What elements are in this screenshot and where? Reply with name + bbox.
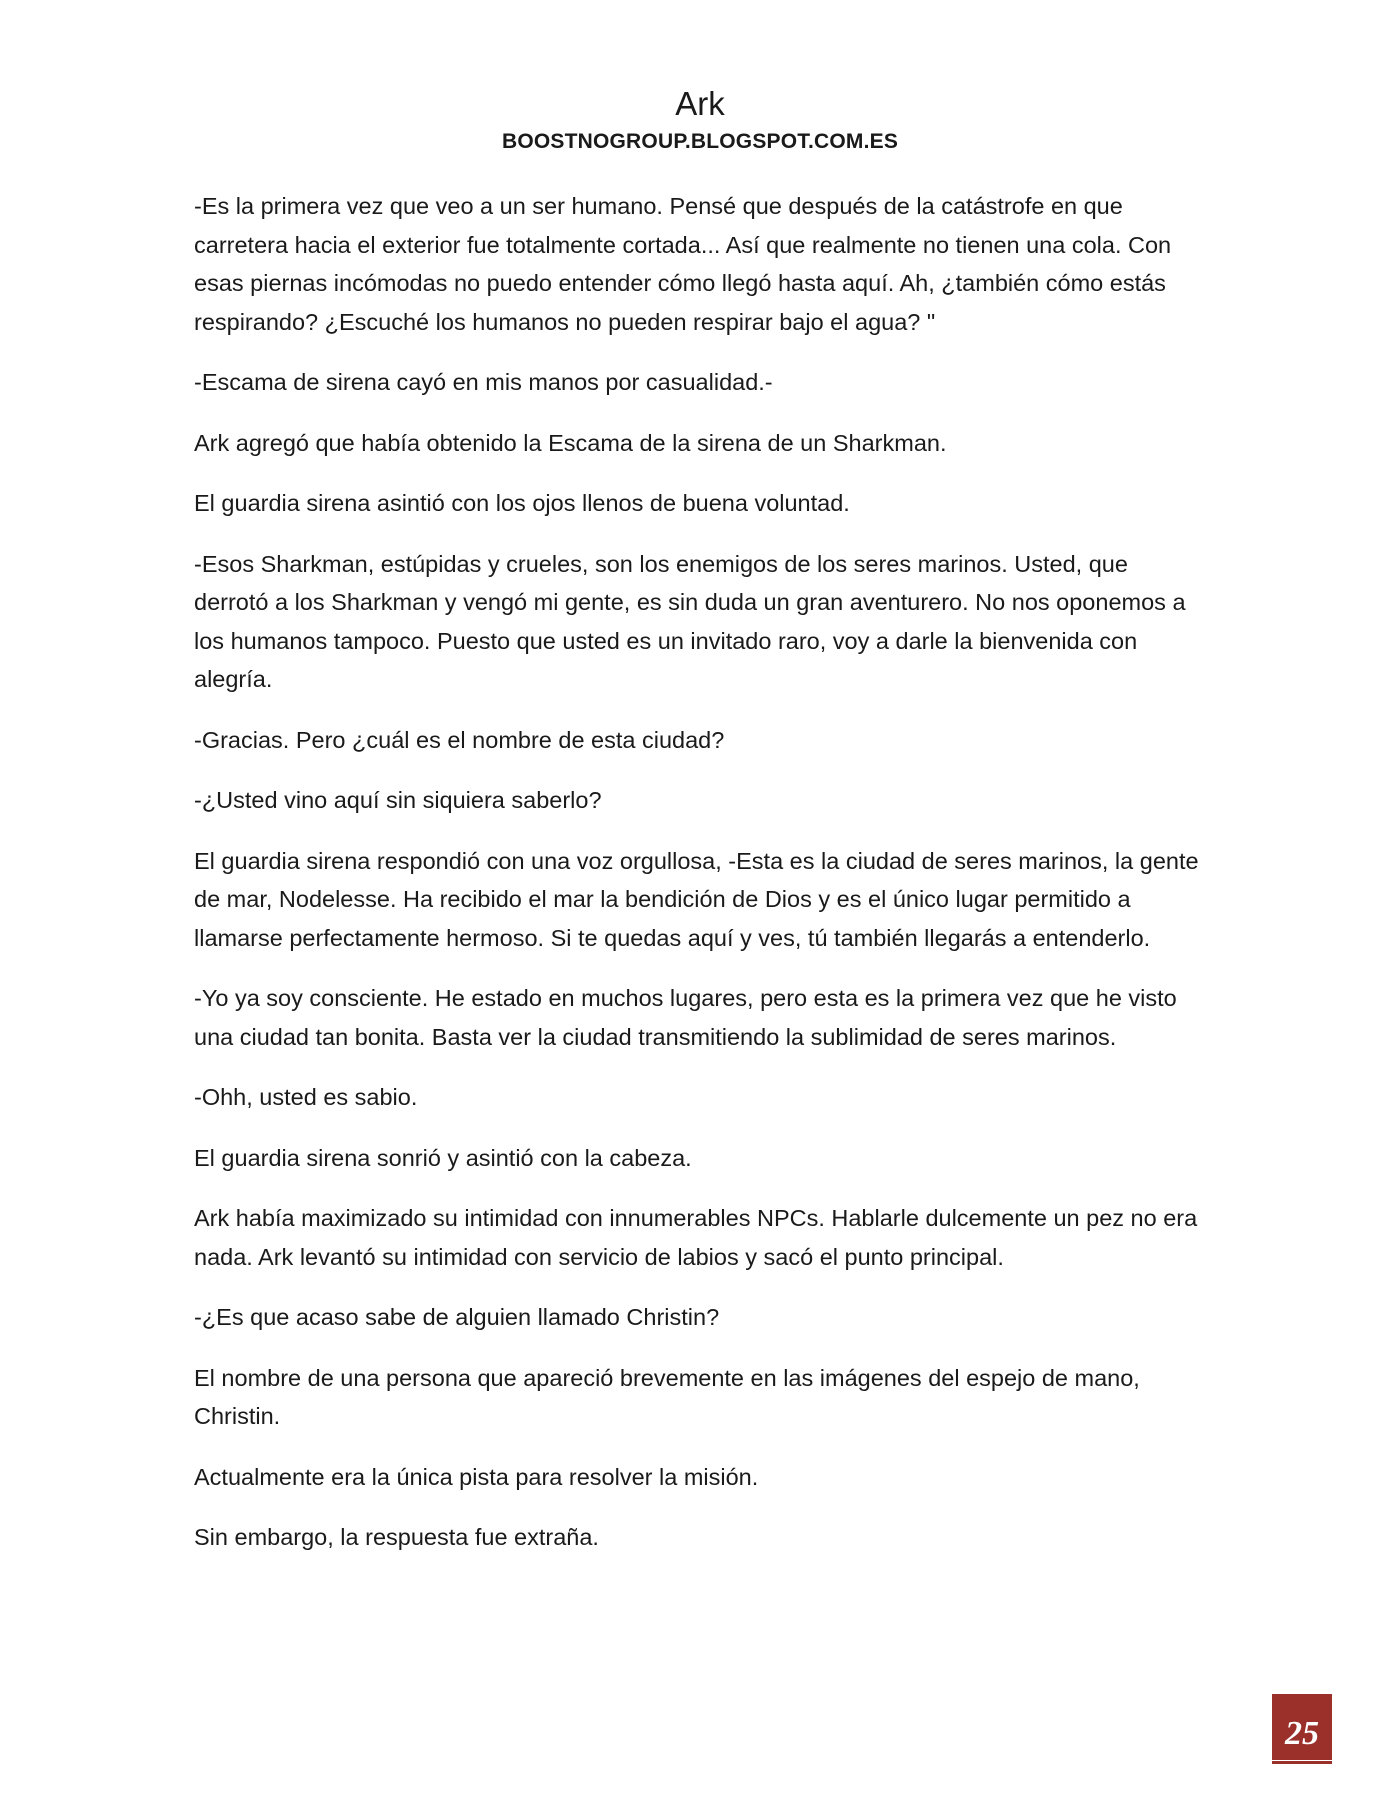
paragraph: El guardia sirena sonrió y asintió con la cabeza. [194, 1144, 692, 1171]
book-title: Ark [675, 85, 725, 122]
paragraph: -Es la primera vez que veo a un ser humano. Pensé que después de la catástrofe en que carretera hacia el exterior fue totalmente cortada... Así que realmente no tienen una cola. Con esas piernas incómodas no puedo entender cómo llegó hasta aquí. Ah, ¿también cómo estás respirando? ¿Escuché los humanos no pueden respirar bajo el agua? " [194, 193, 1172, 335]
paragraph: -¿Es que acaso sabe de alguien llamado Christin? [194, 1304, 720, 1330]
site-url: BOOSTNOGROUP.BLOGSPOT.COM.ES [501, 130, 899, 153]
page-header [0, 84, 1400, 156]
page-number-underline [1272, 1761, 1332, 1764]
paragraph: -Gracias. Pero ¿cuál es el nombre de esta ciudad? [194, 726, 725, 753]
paragraph: Ark agregó que había obtenido la Escama de la sirena de un Sharkman. [194, 429, 947, 456]
paragraph: El guardia sirena respondió con una voz orgullosa, -Esta es la ciudad de seres marinos, la gente de mar, Nodelesse. Ha recibido el mar la bendición de Dios y es el único lugar permitido a llamarse perfectamente hermoso. Si te quedas aquí y ves, tú también llegarás a entenderlo. [194, 847, 1199, 951]
paragraph: Sin embargo, la respuesta fue extraña. [194, 1524, 599, 1550]
paragraph: -¿Usted vino aquí sin siquiera saberlo? [194, 787, 602, 813]
paragraph: -Yo ya soy consciente. He estado en muchos lugares, pero esta es la primera vez que he visto una ciudad tan bonita. Basta ver la ciudad transmitiendo la sublimidad de seres marinos. [194, 985, 1177, 1050]
paragraph: El guardia sirena asintió con los ojos llenos de buena voluntad. [194, 490, 850, 516]
paragraph: Ark había maximizado su intimidad con innumerables NPCs. Hablarle dulcemente un pez no era nada. Ark levantó su intimidad con servicio de labios y sacó el punto principal. [194, 1205, 1198, 1270]
paragraph: Actualmente era la única pista para resolver la misión. [194, 1463, 759, 1490]
paragraph: El nombre de una persona que apareció brevemente en las imágenes del espejo de mano, Christin. [194, 1364, 1140, 1429]
paragraph: -Escama de sirena cayó en mis manos por casualidad.- [194, 369, 773, 395]
page-number-badge [1272, 1694, 1332, 1760]
paragraph: -Ohh, usted es sabio. [194, 1084, 418, 1110]
page-number: 25 [1285, 1715, 1319, 1752]
page-body [194, 187, 1206, 1579]
paragraph: -Esos Sharkman, estúpidas y crueles, son los enemigos de los seres marinos. Usted, que derrotó a los Sharkman y vengó mi gente, es sin duda un gran aventurero. No nos oponemos a los humanos tampoco. Puesto que usted es un invitado raro, voy a darle la bienvenida con alegría. [194, 550, 1186, 692]
